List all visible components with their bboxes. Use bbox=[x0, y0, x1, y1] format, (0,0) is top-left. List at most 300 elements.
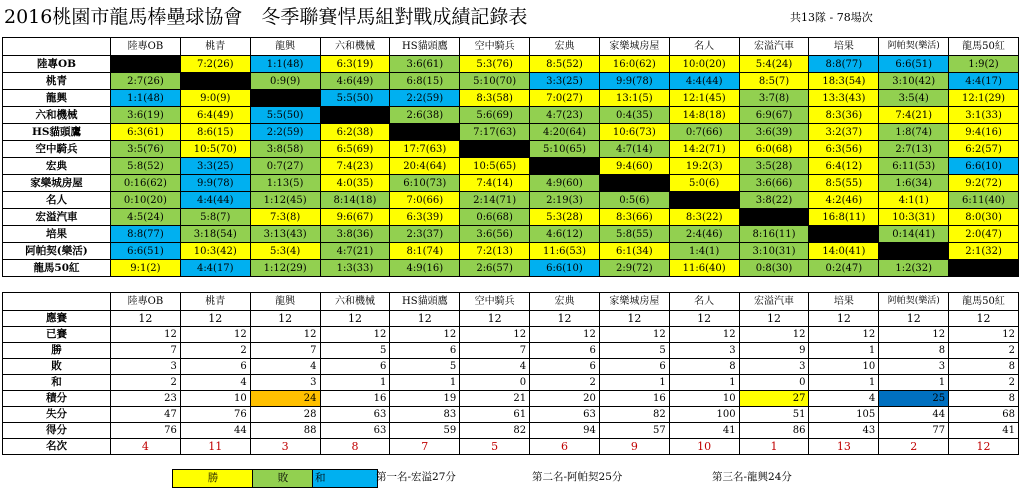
match-result-cell: 1:12(29) bbox=[250, 260, 320, 277]
column-header-team: 宏典 bbox=[530, 293, 600, 311]
column-header-team: HS貓頭鷹 bbox=[390, 293, 460, 311]
stat-value: 3 bbox=[250, 375, 320, 391]
stat-value: 3 bbox=[111, 359, 181, 375]
match-result-cell: 7:0(66) bbox=[390, 192, 460, 209]
column-header-team: 龍興 bbox=[250, 38, 320, 56]
stat-value: 94 bbox=[530, 423, 600, 439]
match-result-cell: 4:4(44) bbox=[669, 73, 739, 90]
match-result-cell: 0:10(20) bbox=[111, 192, 181, 209]
match-result-cell: 3:18(54) bbox=[180, 226, 250, 243]
match-result-cell: 6:9(67) bbox=[739, 107, 809, 124]
self-match-cell bbox=[809, 226, 879, 243]
match-result-cell: 11:6(40) bbox=[669, 260, 739, 277]
table-row bbox=[3, 107, 1019, 124]
stat-value: 3 bbox=[250, 439, 320, 455]
stat-value: 7 bbox=[390, 439, 460, 455]
match-result-cell: 4:7(14) bbox=[599, 141, 669, 158]
match-result-cell: 6:3(39) bbox=[390, 209, 460, 226]
column-header-team: 龍興 bbox=[250, 293, 320, 311]
stat-value: 12 bbox=[250, 311, 320, 327]
match-result-cell: 7:0(27) bbox=[530, 90, 600, 107]
stat-value: 12 bbox=[320, 311, 390, 327]
row-header-team: 宏典 bbox=[3, 158, 111, 175]
stat-value: 63 bbox=[320, 423, 390, 439]
row-header-team: 家樂城房屋 bbox=[3, 175, 111, 192]
match-result-cell: 4:6(49) bbox=[320, 73, 390, 90]
row-header-team: 六和機械 bbox=[3, 107, 111, 124]
match-result-cell: 5:8(55) bbox=[599, 226, 669, 243]
stat-value: 57 bbox=[599, 423, 669, 439]
stat-label: 已賽 bbox=[3, 327, 111, 343]
row-header-team: 培果 bbox=[3, 226, 111, 243]
match-result-cell: 6:3(61) bbox=[111, 124, 181, 141]
stat-value: 76 bbox=[180, 407, 250, 423]
stat-value: 10 bbox=[180, 391, 250, 407]
match-result-cell: 4:4(17) bbox=[949, 73, 1019, 90]
match-result-cell: 3:6(56) bbox=[460, 226, 530, 243]
match-result-cell: 14:8(18) bbox=[669, 107, 739, 124]
stat-value: 12 bbox=[250, 327, 320, 343]
match-result-cell: 12:1(45) bbox=[669, 90, 739, 107]
corner-cell bbox=[3, 293, 111, 311]
stat-value: 12 bbox=[669, 327, 739, 343]
stat-value: 68 bbox=[949, 407, 1019, 423]
match-result-cell: 17:7(63) bbox=[390, 141, 460, 158]
stat-value: 105 bbox=[809, 407, 879, 423]
stat-value: 5 bbox=[460, 439, 530, 455]
column-header-team: 宏典 bbox=[530, 38, 600, 56]
row-header-team: 宏溢汽車 bbox=[3, 209, 111, 226]
stat-value: 12 bbox=[669, 311, 739, 327]
match-result-cell: 3:3(25) bbox=[180, 158, 250, 175]
stat-value: 6 bbox=[390, 343, 460, 359]
match-result-cell: 6:8(15) bbox=[390, 73, 460, 90]
legend-loss: 敗 bbox=[252, 469, 314, 488]
match-result-cell: 4:4(17) bbox=[180, 260, 250, 277]
table-row bbox=[3, 73, 1019, 90]
stat-value: 8 bbox=[949, 391, 1019, 407]
match-result-cell: 9:9(78) bbox=[180, 175, 250, 192]
match-result-cell: 2:4(46) bbox=[669, 226, 739, 243]
column-header-team: 宏溢汽車 bbox=[739, 293, 809, 311]
match-result-cell: 0:14(41) bbox=[879, 226, 949, 243]
stat-value: 8 bbox=[320, 439, 390, 455]
stat-value: 11 bbox=[180, 439, 250, 455]
match-result-cell: 1:1(48) bbox=[250, 56, 320, 73]
match-result-cell: 4:9(16) bbox=[390, 260, 460, 277]
stat-value: 6 bbox=[180, 359, 250, 375]
match-result-cell: 7:4(21) bbox=[879, 107, 949, 124]
stat-value: 12 bbox=[949, 327, 1019, 343]
match-result-cell: 2:3(37) bbox=[390, 226, 460, 243]
stat-value: 23 bbox=[111, 391, 181, 407]
row-header-team: 桃青 bbox=[3, 73, 111, 90]
match-result-cell: 0:5(6) bbox=[599, 192, 669, 209]
match-result-cell: 5:5(50) bbox=[250, 107, 320, 124]
stat-value: 8 bbox=[949, 359, 1019, 375]
self-match-cell bbox=[739, 209, 809, 226]
stat-value: 2 bbox=[111, 375, 181, 391]
match-result-cell: 12:1(29) bbox=[949, 90, 1019, 107]
table-row bbox=[3, 439, 1019, 455]
stat-value: 4 bbox=[111, 439, 181, 455]
match-result-cell: 6:11(53) bbox=[879, 158, 949, 175]
stat-value: 44 bbox=[180, 423, 250, 439]
column-header-team: 空中騎兵 bbox=[460, 293, 530, 311]
stat-value: 7 bbox=[460, 343, 530, 359]
match-result-cell: 1:6(34) bbox=[879, 175, 949, 192]
match-result-cell: 2:6(57) bbox=[460, 260, 530, 277]
stat-value: 2 bbox=[949, 343, 1019, 359]
stat-value: 76 bbox=[111, 423, 181, 439]
table-row bbox=[3, 243, 1019, 260]
row-header-team: 阿帕契(樂活) bbox=[3, 243, 111, 260]
match-result-cell: 10:5(65) bbox=[460, 158, 530, 175]
match-result-cell: 9:1(2) bbox=[111, 260, 181, 277]
stat-value: 2 bbox=[949, 375, 1019, 391]
stat-value: 2 bbox=[530, 375, 600, 391]
match-result-cell: 2:2(59) bbox=[250, 124, 320, 141]
match-result-cell: 2:7(13) bbox=[879, 141, 949, 158]
match-result-cell: 5:8(7) bbox=[180, 209, 250, 226]
stat-value: 1 bbox=[739, 439, 809, 455]
stat-value: 3 bbox=[879, 359, 949, 375]
stat-value: 12 bbox=[809, 311, 879, 327]
match-result-cell: 6:0(68) bbox=[739, 141, 809, 158]
match-result-cell: 8:8(77) bbox=[111, 226, 181, 243]
match-result-cell: 5:10(65) bbox=[530, 141, 600, 158]
legend-first-place: 第一名-宏溢27分 bbox=[376, 471, 456, 483]
match-result-cell: 7:4(14) bbox=[460, 175, 530, 192]
match-result-cell: 19:2(3) bbox=[669, 158, 739, 175]
match-result-cell: 5:0(6) bbox=[669, 175, 739, 192]
table-row bbox=[3, 226, 1019, 243]
match-result-cell: 1:12(45) bbox=[250, 192, 320, 209]
match-result-cell: 3:2(37) bbox=[809, 124, 879, 141]
match-result-cell: 13:1(5) bbox=[599, 90, 669, 107]
column-header-team: 阿帕契(樂活) bbox=[879, 38, 949, 56]
stat-value: 83 bbox=[390, 407, 460, 423]
stat-value: 12 bbox=[460, 311, 530, 327]
stat-value: 16 bbox=[599, 391, 669, 407]
match-result-cell: 0:9(9) bbox=[250, 73, 320, 90]
table-row bbox=[3, 391, 1019, 407]
column-header-team: 陸專OB bbox=[111, 38, 181, 56]
table-row bbox=[3, 90, 1019, 107]
match-result-cell: 6:4(12) bbox=[809, 158, 879, 175]
match-result-cell: 8:5(52) bbox=[530, 56, 600, 73]
stat-value: 100 bbox=[669, 407, 739, 423]
match-result-cell: 5:10(70) bbox=[460, 73, 530, 90]
match-result-cell: 14:2(71) bbox=[669, 141, 739, 158]
column-header-team: HS貓頭鷹 bbox=[390, 38, 460, 56]
self-match-cell bbox=[180, 73, 250, 90]
stat-value: 12 bbox=[599, 311, 669, 327]
page-title: 2016桃園市龍馬棒壘球協會 冬季聯賽悍馬組對戰成績記錄表 bbox=[4, 6, 528, 28]
stat-value: 12 bbox=[180, 311, 250, 327]
match-result-cell: 8:5(55) bbox=[809, 175, 879, 192]
row-header-team: 龍馬50紅 bbox=[3, 260, 111, 277]
match-result-cell: 2:14(71) bbox=[460, 192, 530, 209]
stat-value: 47 bbox=[111, 407, 181, 423]
match-result-cell: 16:8(11) bbox=[809, 209, 879, 226]
self-match-cell bbox=[250, 90, 320, 107]
table-row bbox=[3, 124, 1019, 141]
stat-value: 6 bbox=[599, 359, 669, 375]
table-row bbox=[3, 407, 1019, 423]
match-result-cell: 4:6(12) bbox=[530, 226, 600, 243]
match-result-cell: 7:2(26) bbox=[180, 56, 250, 73]
self-match-cell bbox=[530, 158, 600, 175]
legend bbox=[2, 469, 1018, 487]
match-result-cell: 6:4(49) bbox=[180, 107, 250, 124]
match-result-cell: 0:7(27) bbox=[250, 158, 320, 175]
stat-value: 12 bbox=[809, 327, 879, 343]
match-result-cell: 3:6(66) bbox=[739, 175, 809, 192]
stat-value: 5 bbox=[390, 359, 460, 375]
stat-value: 12 bbox=[111, 311, 181, 327]
match-result-cell: 5:3(4) bbox=[250, 243, 320, 260]
column-header-team: 培果 bbox=[809, 293, 879, 311]
stat-value: 2 bbox=[879, 439, 949, 455]
stat-value: 12 bbox=[599, 327, 669, 343]
match-result-cell: 9:2(72) bbox=[949, 175, 1019, 192]
match-result-cell: 6:2(57) bbox=[949, 141, 1019, 158]
self-match-cell bbox=[111, 56, 181, 73]
match-result-cell: 3:10(42) bbox=[879, 73, 949, 90]
match-result-cell: 4:1(1) bbox=[879, 192, 949, 209]
match-result-cell: 10:3(31) bbox=[879, 209, 949, 226]
column-header-team: 空中騎兵 bbox=[460, 38, 530, 56]
stat-value: 41 bbox=[949, 423, 1019, 439]
match-result-cell: 6:3(56) bbox=[809, 141, 879, 158]
stat-value: 21 bbox=[460, 391, 530, 407]
stat-value: 43 bbox=[809, 423, 879, 439]
page-subtitle: 共13隊 - 78場次 bbox=[790, 11, 873, 24]
table-row bbox=[3, 311, 1019, 327]
stat-value: 6 bbox=[530, 343, 600, 359]
match-result-cell: 11:6(53) bbox=[530, 243, 600, 260]
match-result-cell: 8:3(66) bbox=[599, 209, 669, 226]
match-result-cell: 18:3(54) bbox=[809, 73, 879, 90]
column-header-team: 陸專OB bbox=[111, 293, 181, 311]
stat-value: 1 bbox=[809, 343, 879, 359]
match-result-cell: 9:0(9) bbox=[180, 90, 250, 107]
match-result-cell: 8:1(74) bbox=[390, 243, 460, 260]
match-result-cell: 4:5(24) bbox=[111, 209, 181, 226]
match-result-cell: 2:6(38) bbox=[390, 107, 460, 124]
stat-value: 10 bbox=[669, 391, 739, 407]
stat-value: 88 bbox=[250, 423, 320, 439]
match-result-cell: 8:0(30) bbox=[949, 209, 1019, 226]
match-result-cell: 20:4(64) bbox=[390, 158, 460, 175]
stat-value: 6 bbox=[320, 359, 390, 375]
match-result-cell: 4:9(60) bbox=[530, 175, 600, 192]
stat-value: 12 bbox=[530, 327, 600, 343]
legend-tie: 和 bbox=[312, 469, 378, 488]
self-match-cell bbox=[460, 141, 530, 158]
match-result-cell: 1:9(2) bbox=[949, 56, 1019, 73]
stat-value: 3 bbox=[739, 359, 809, 375]
table-row bbox=[3, 375, 1019, 391]
match-result-cell: 8:3(36) bbox=[809, 107, 879, 124]
stat-value: 0 bbox=[460, 375, 530, 391]
stat-value: 25 bbox=[879, 391, 949, 407]
stat-value: 61 bbox=[460, 407, 530, 423]
match-result-cell: 3:5(28) bbox=[739, 158, 809, 175]
match-result-cell: 9:4(60) bbox=[599, 158, 669, 175]
column-header-team: 家樂城房屋 bbox=[599, 38, 669, 56]
stat-value: 7 bbox=[250, 343, 320, 359]
match-result-cell: 10:6(73) bbox=[599, 124, 669, 141]
stat-value: 10 bbox=[669, 439, 739, 455]
stat-value: 82 bbox=[460, 423, 530, 439]
match-result-cell: 6:10(73) bbox=[390, 175, 460, 192]
match-result-cell: 1:2(32) bbox=[879, 260, 949, 277]
column-header-team: 六和機械 bbox=[320, 293, 390, 311]
stat-value: 8 bbox=[879, 343, 949, 359]
match-result-cell: 3:8(58) bbox=[250, 141, 320, 158]
table-row bbox=[3, 56, 1019, 73]
stat-value: 20 bbox=[530, 391, 600, 407]
stat-value: 59 bbox=[390, 423, 460, 439]
stat-value: 28 bbox=[250, 407, 320, 423]
match-result-cell: 16:0(62) bbox=[599, 56, 669, 73]
match-result-cell: 6:5(69) bbox=[320, 141, 390, 158]
match-result-cell: 6:6(10) bbox=[949, 158, 1019, 175]
stat-value: 12 bbox=[180, 327, 250, 343]
stat-value: 0 bbox=[739, 375, 809, 391]
table-row bbox=[3, 192, 1019, 209]
self-match-cell bbox=[599, 175, 669, 192]
match-result-cell: 8:6(15) bbox=[180, 124, 250, 141]
legend-third-place: 第三名-龍興24分 bbox=[712, 471, 792, 483]
row-header-team: 名人 bbox=[3, 192, 111, 209]
corner-cell bbox=[3, 38, 111, 56]
match-result-cell: 8:5(7) bbox=[739, 73, 809, 90]
table-row bbox=[3, 209, 1019, 226]
stat-value: 9 bbox=[599, 439, 669, 455]
self-match-cell bbox=[390, 124, 460, 141]
match-result-cell: 3:8(22) bbox=[739, 192, 809, 209]
match-result-cell: 0:16(62) bbox=[111, 175, 181, 192]
column-header-team: 家樂城房屋 bbox=[599, 293, 669, 311]
stat-label: 敗 bbox=[3, 359, 111, 375]
column-header-team: 龍馬50紅 bbox=[949, 38, 1019, 56]
match-result-cell: 0:8(30) bbox=[739, 260, 809, 277]
stat-value: 13 bbox=[809, 439, 879, 455]
match-result-cell: 1:8(74) bbox=[879, 124, 949, 141]
match-result-cell: 3:10(31) bbox=[739, 243, 809, 260]
stat-value: 63 bbox=[320, 407, 390, 423]
stat-value: 12 bbox=[390, 327, 460, 343]
stat-value: 4 bbox=[180, 375, 250, 391]
stat-label: 失分 bbox=[3, 407, 111, 423]
match-result-cell: 7:17(63) bbox=[460, 124, 530, 141]
self-match-cell bbox=[949, 260, 1019, 277]
row-header-team: 陸專OB bbox=[3, 56, 111, 73]
match-result-cell: 7:3(8) bbox=[250, 209, 320, 226]
stat-value: 10 bbox=[809, 359, 879, 375]
match-result-cell: 2:19(3) bbox=[530, 192, 600, 209]
column-header-team: 桃青 bbox=[180, 38, 250, 56]
match-result-cell: 5:8(52) bbox=[111, 158, 181, 175]
row-header-team: 龍興 bbox=[3, 90, 111, 107]
stat-value: 44 bbox=[879, 407, 949, 423]
match-result-cell: 8:14(18) bbox=[320, 192, 390, 209]
row-header-team: 空中騎兵 bbox=[3, 141, 111, 158]
stat-label: 積分 bbox=[3, 391, 111, 407]
table-row bbox=[3, 359, 1019, 375]
match-result-cell: 0:7(66) bbox=[669, 124, 739, 141]
table-row bbox=[3, 175, 1019, 192]
column-header-team: 宏溢汽車 bbox=[739, 38, 809, 56]
table-row bbox=[3, 423, 1019, 439]
stat-value: 1 bbox=[320, 375, 390, 391]
match-result-cell: 3:1(33) bbox=[949, 107, 1019, 124]
stat-value: 2 bbox=[180, 343, 250, 359]
match-result-cell: 5:4(24) bbox=[739, 56, 809, 73]
match-result-cell: 6:1(34) bbox=[599, 243, 669, 260]
stat-value: 51 bbox=[739, 407, 809, 423]
stat-value: 12 bbox=[949, 439, 1019, 455]
stat-value: 24 bbox=[250, 391, 320, 407]
stat-value: 16 bbox=[320, 391, 390, 407]
column-header-team: 桃青 bbox=[180, 293, 250, 311]
match-result-cell: 3:5(4) bbox=[879, 90, 949, 107]
match-result-cell: 6:3(19) bbox=[320, 56, 390, 73]
match-result-cell: 4:7(23) bbox=[530, 107, 600, 124]
stat-value: 12 bbox=[320, 327, 390, 343]
self-match-cell bbox=[669, 192, 739, 209]
row-header-team: HS貓頭鷹 bbox=[3, 124, 111, 141]
stat-label: 勝 bbox=[3, 343, 111, 359]
stat-value: 1 bbox=[390, 375, 460, 391]
match-result-cell: 8:3(22) bbox=[669, 209, 739, 226]
match-result-cell: 1:1(48) bbox=[111, 90, 181, 107]
table-row bbox=[3, 141, 1019, 158]
stat-value: 1 bbox=[879, 375, 949, 391]
match-result-cell: 10:3(42) bbox=[180, 243, 250, 260]
match-result-cell: 2:9(72) bbox=[599, 260, 669, 277]
stat-value: 12 bbox=[739, 311, 809, 327]
match-result-cell: 6:11(40) bbox=[949, 192, 1019, 209]
table-row bbox=[3, 260, 1019, 277]
match-result-cell: 8:8(77) bbox=[809, 56, 879, 73]
stat-value: 41 bbox=[669, 423, 739, 439]
stat-value: 9 bbox=[739, 343, 809, 359]
match-result-cell: 3:8(36) bbox=[320, 226, 390, 243]
stat-value: 82 bbox=[599, 407, 669, 423]
stat-label: 得分 bbox=[3, 423, 111, 439]
stat-label: 和 bbox=[3, 375, 111, 391]
match-result-cell: 4:20(64) bbox=[530, 124, 600, 141]
match-result-cell: 8:3(58) bbox=[460, 90, 530, 107]
head-to-head-table bbox=[2, 37, 1019, 277]
match-result-cell: 1:4(1) bbox=[669, 243, 739, 260]
stat-value: 6 bbox=[530, 359, 600, 375]
column-header-team: 龍馬50紅 bbox=[949, 293, 1019, 311]
match-result-cell: 10:5(70) bbox=[180, 141, 250, 158]
match-result-cell: 3:6(19) bbox=[111, 107, 181, 124]
stat-value: 4 bbox=[809, 391, 879, 407]
match-result-cell: 5:6(69) bbox=[460, 107, 530, 124]
match-result-cell: 1:13(5) bbox=[250, 175, 320, 192]
legend-win: 勝 bbox=[172, 469, 254, 488]
match-result-cell: 4:2(46) bbox=[809, 192, 879, 209]
match-result-cell: 8:16(11) bbox=[739, 226, 809, 243]
stat-label: 名次 bbox=[3, 439, 111, 455]
